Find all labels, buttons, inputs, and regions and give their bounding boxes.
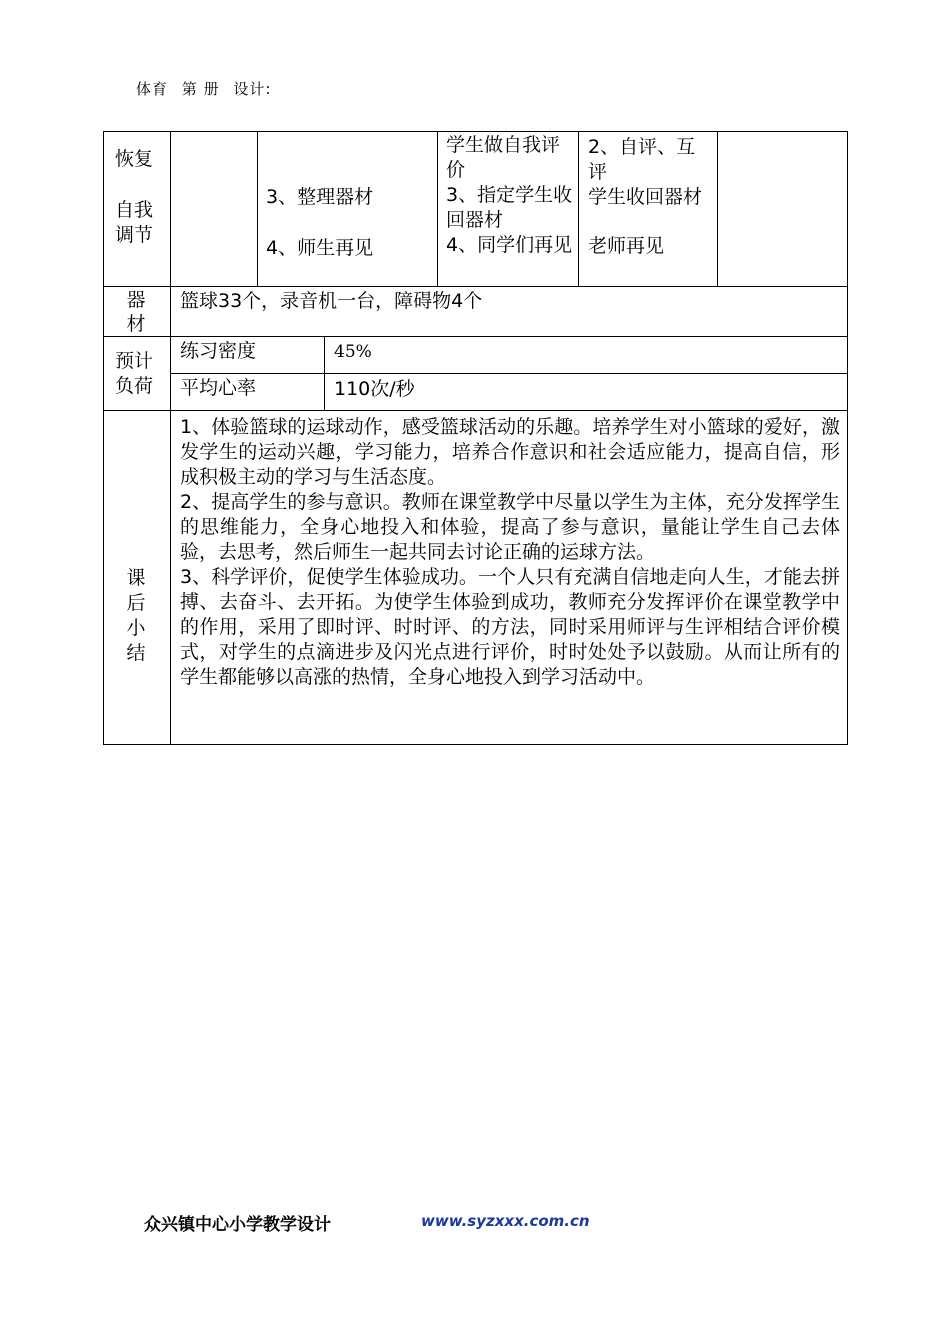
- footer-url-link[interactable]: www.syzxxx.com.cn: [421, 1212, 590, 1230]
- heart-value: 110次/秒: [334, 378, 415, 400]
- load-label-line2: 负荷: [115, 375, 154, 397]
- recovery-label-line1: 恢复: [115, 148, 154, 170]
- equipment-label: [106, 288, 166, 336]
- method-item: 老师再见: [588, 235, 665, 257]
- equipment-label-line2: 材: [126, 313, 146, 335]
- method-item: 学生收回器材: [588, 186, 703, 208]
- summary-label-char: 小: [126, 617, 146, 639]
- table-border-load: [324, 336, 325, 411]
- content-item: 4、师生再见: [266, 237, 374, 259]
- student-item: 4、同学们再见: [446, 234, 573, 256]
- student-item: 学生做自我评价: [446, 134, 561, 181]
- header-designer: 设计:: [233, 80, 272, 98]
- heart-label: 平均心率: [180, 377, 257, 399]
- header-volume: 第 册: [181, 80, 220, 98]
- table-border-label: [170, 131, 171, 745]
- summary-paragraph: 3、科学评价，促使学生体验成功。一个人只有充满自信地走向人生，才能去拼搏、去奋斗、去开拓。为使学生体验到成功，教师充分发挥评价在课堂教学中的作用，采用了即时评、时时评、的方法，同时采用师评与生评相结合评价模式，对学生的点滴进步及闪光点进行评价，时时处处予以鼓励。从而让所有的学生都能够以高涨的热情，全身心地投入到学习活动中。: [180, 566, 840, 688]
- content-item: 3、整理器材: [266, 186, 374, 208]
- load-label-line1: 预计: [115, 350, 154, 372]
- method-item: 2、自评、互评: [588, 136, 696, 183]
- table-border-col5: [717, 131, 718, 287]
- equipment-text: 篮球33个，录音机一台，障碍物4个: [180, 290, 483, 312]
- table-border-row2: [103, 336, 848, 337]
- summary-paragraph: 1、体验篮球的运球动作，感受篮球活动的乐趣。培养学生对小篮球的爱好，激发学生的运动兴趣，学习能力，培养合作意识和社会适应能力，提高自信，形成积极主动的学习与生活态度。: [180, 416, 840, 488]
- table-border-col2: [257, 131, 258, 287]
- recovery-student: [446, 133, 574, 258]
- summary-label-char: 课: [126, 567, 146, 589]
- recovery-label-line2: 自我: [115, 199, 154, 221]
- table-border-right: [847, 131, 848, 745]
- summary-text: [180, 415, 840, 690]
- density-label: 练习密度: [180, 340, 257, 362]
- table-border-row3: [103, 410, 848, 411]
- summary-label-char: 后: [126, 592, 146, 614]
- recovery-method: [588, 135, 713, 259]
- recovery-label-line3: 调节: [115, 224, 154, 246]
- table-border-bottom: [103, 744, 848, 745]
- table-border-col4: [578, 131, 579, 287]
- footer-school-name: 众兴镇中心小学教学设计: [144, 1215, 331, 1235]
- density-value: 45%: [334, 342, 372, 362]
- recovery-label: [115, 147, 153, 248]
- recovery-content: [266, 185, 373, 261]
- student-item: 3、指定学生收回器材: [446, 184, 573, 231]
- header-subject: 体育: [136, 80, 169, 98]
- table-border-col3: [437, 131, 438, 287]
- page-header: [136, 78, 279, 99]
- summary-paragraph: 2、提高学生的参与意识。教师在课堂教学中尽量以学生为主体，充分发挥学生的思维能力，全身心地投入和体验，提高了参与意识，量能让学生自己去体验，去思考，然后师生一起共同去讨论正确的运球方法。: [180, 491, 840, 563]
- summary-label-char: 结: [126, 642, 146, 664]
- table-border-left: [103, 131, 104, 745]
- table-border-row3a: [170, 373, 848, 374]
- equipment-label-line1: 器: [126, 289, 146, 311]
- summary-label: [106, 566, 166, 666]
- table-border-top: [103, 131, 848, 132]
- load-label: [115, 349, 153, 399]
- table-border-row1: [103, 286, 848, 287]
